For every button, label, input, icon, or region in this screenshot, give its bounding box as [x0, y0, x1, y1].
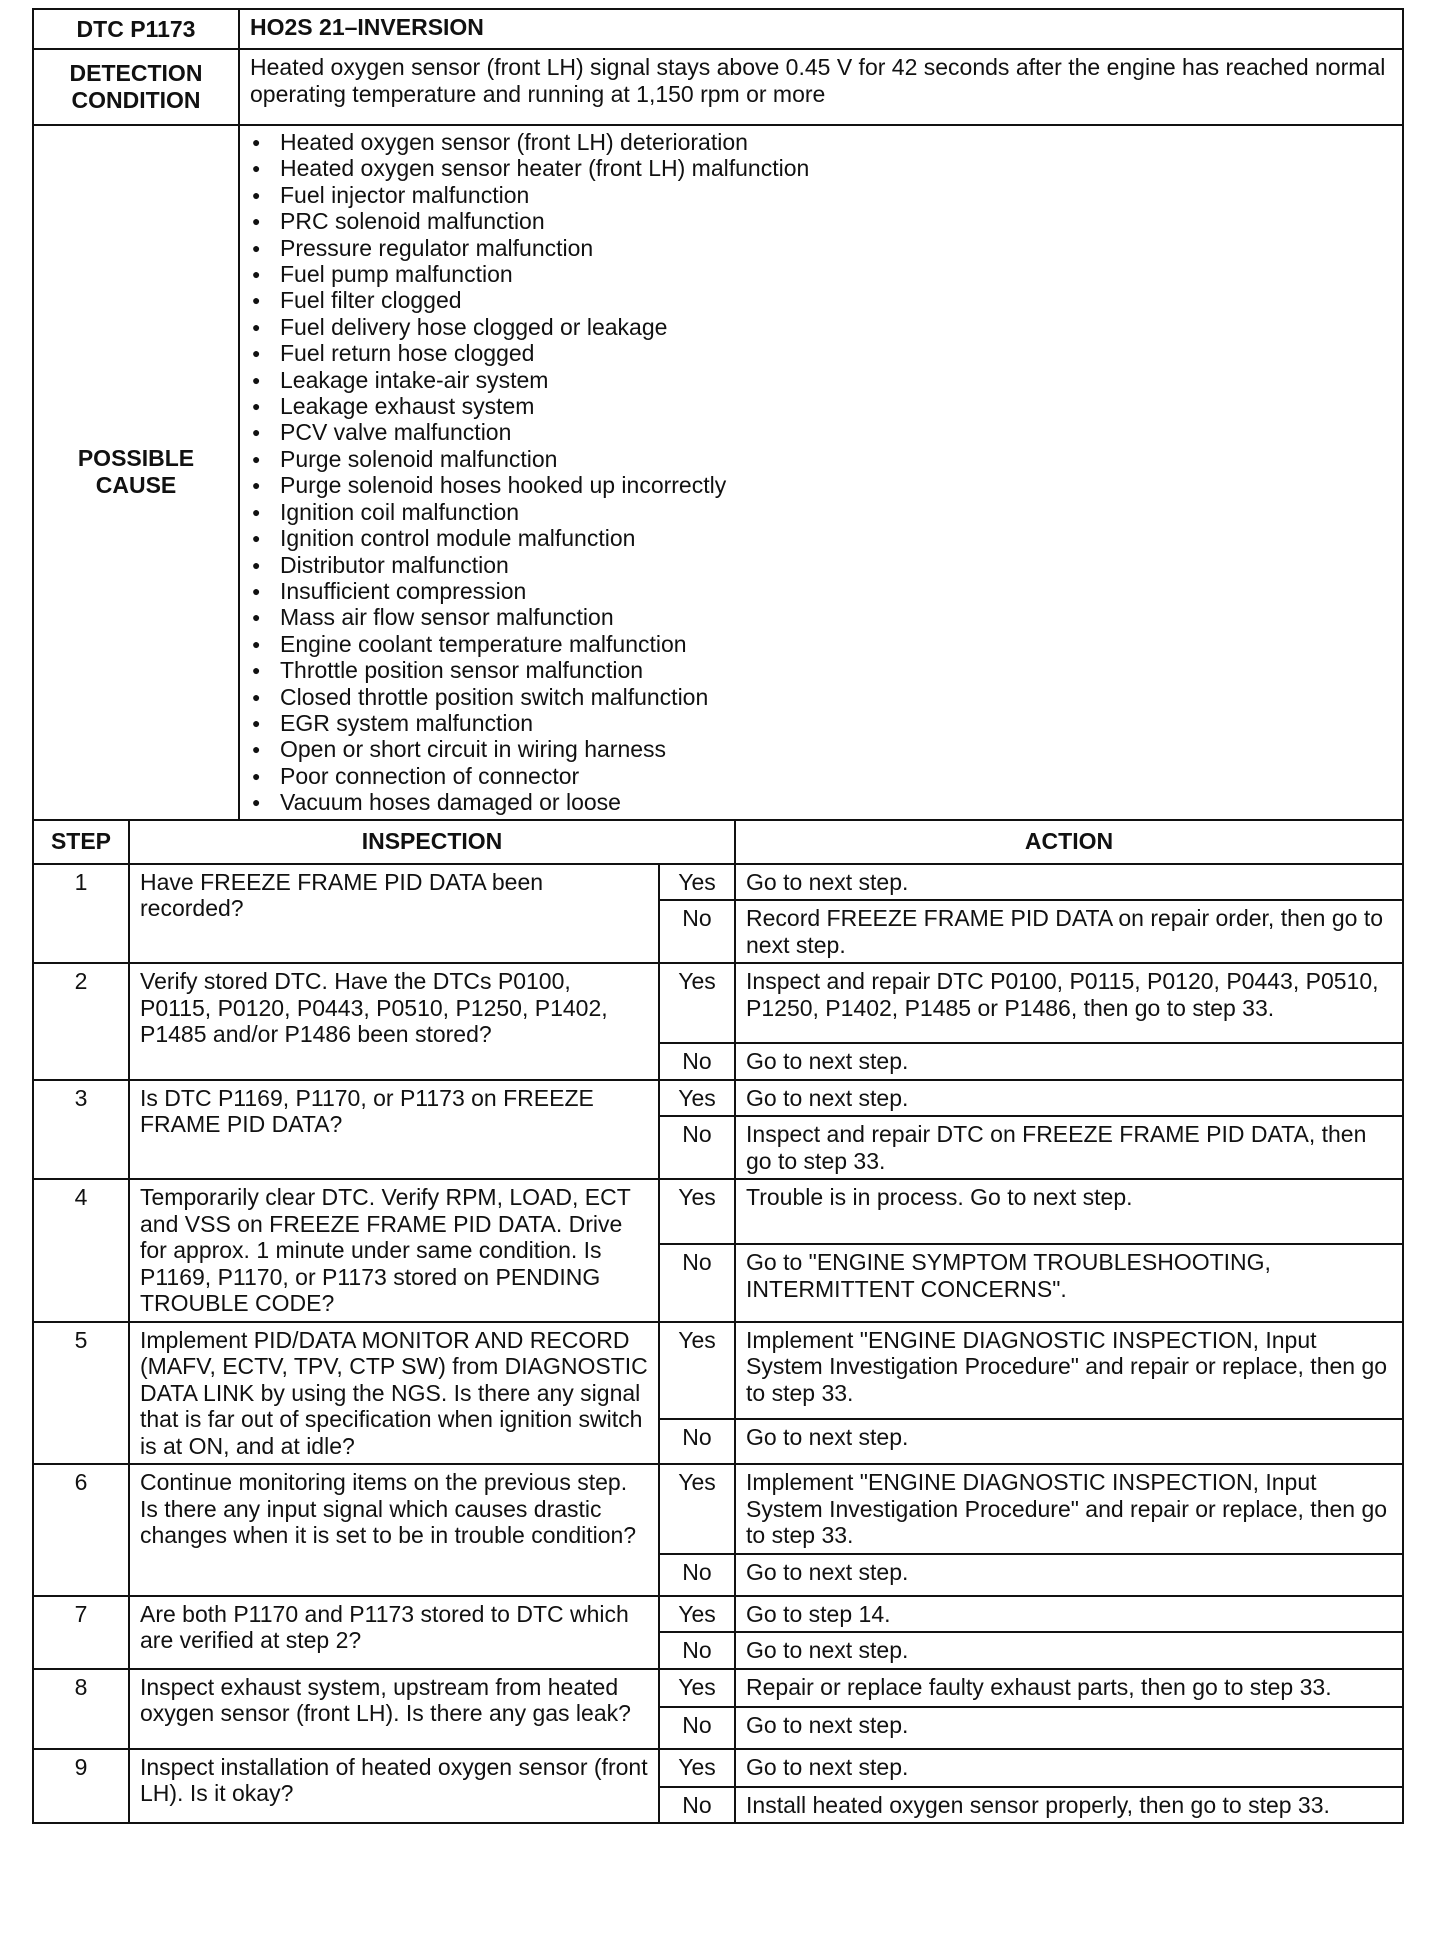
yes-action: Implement "ENGINE DIAGNOSTIC INSPECTION, Input System Investigation Procedure" and repair or replace, then go to step 33. — [735, 1464, 1403, 1554]
cause-item: ● Heated oxygen sensor (front LH) deterioration — [250, 129, 1392, 155]
yes-label: Yes — [659, 1080, 735, 1117]
step-inspection: Inspect exhaust system, upstream from heated oxygen sensor (front LH). Is there any gas leak? — [129, 1669, 659, 1749]
cause-item: ● Fuel return hose clogged — [250, 340, 1392, 366]
cause-item: ● Open or short circuit in wiring harness — [250, 736, 1392, 762]
step-row-yes — [33, 1596, 1403, 1633]
yes-action: Implement "ENGINE DIAGNOSTIC INSPECTION, Input System Investigation Procedure" and repair or replace, then go to step 33. — [735, 1322, 1403, 1419]
step-inspection: Are both P1170 and P1173 stored to DTC which are verified at step 2? — [129, 1596, 659, 1669]
no-label: No — [659, 1419, 735, 1465]
cause-item: ● Closed throttle position switch malfunction — [250, 684, 1392, 710]
cause-item: ● Pressure regulator malfunction — [250, 235, 1392, 261]
no-action: Record FREEZE FRAME PID DATA on repair order, then go to next step. — [735, 900, 1403, 963]
no-action: Go to next step. — [735, 1043, 1403, 1080]
cause-item: ● Distributor malfunction — [250, 552, 1392, 578]
no-label: No — [659, 1707, 735, 1749]
step-column-header: STEP — [33, 820, 129, 864]
cause-item: ● Ignition control module malfunction — [250, 525, 1392, 551]
yes-label: Yes — [659, 1179, 735, 1244]
yes-label: Yes — [659, 1464, 735, 1554]
no-action: Go to "ENGINE SYMPTOM TROUBLESHOOTING, INTERMITTENT CONCERNS". — [735, 1244, 1403, 1322]
yes-action: Inspect and repair DTC P0100, P0115, P0120, P0443, P0510, P1250, P1402, P1485 or P1486, then go to step 33. — [735, 963, 1403, 1043]
cause-item: ● Insufficient compression — [250, 578, 1392, 604]
cause-item: ● Poor connection of connector — [250, 763, 1392, 789]
cause-item: ● Purge solenoid hoses hooked up incorrectly — [250, 472, 1392, 498]
step-row-yes — [33, 1669, 1403, 1707]
yes-label: Yes — [659, 1596, 735, 1633]
step-number: 8 — [33, 1669, 129, 1749]
possible-cause-label: POSSIBLE CAUSE — [33, 125, 239, 820]
step-inspection: Implement PID/DATA MONITOR AND RECORD (MAFV, ECTV, TPV, CTP SW) from DIAGNOSTIC DATA LINK by using the NGS. Is there any signal that is far out of specification when ignition switch is at ON, and at idle? — [129, 1322, 659, 1465]
step-number: 5 — [33, 1322, 129, 1465]
yes-action: Repair or replace faulty exhaust parts, then go to step 33. — [735, 1669, 1403, 1707]
inspection-table — [32, 819, 1404, 1825]
cause-item: ● Fuel injector malfunction — [250, 182, 1392, 208]
cause-item: ● PCV valve malfunction — [250, 419, 1392, 445]
cause-item: ● Mass air flow sensor malfunction — [250, 604, 1392, 630]
cause-item: ● PRC solenoid malfunction — [250, 208, 1392, 234]
no-action: Go to next step. — [735, 1554, 1403, 1596]
possible-cause-list — [240, 126, 1402, 819]
yes-action: Trouble is in process. Go to next step. — [735, 1179, 1403, 1244]
cause-item: ● Leakage intake-air system — [250, 367, 1392, 393]
yes-label: Yes — [659, 1669, 735, 1707]
cause-item: ● Fuel pump malfunction — [250, 261, 1392, 287]
yes-label: Yes — [659, 963, 735, 1043]
step-inspection: Inspect installation of heated oxygen sensor (front LH). Is it okay? — [129, 1749, 659, 1824]
no-label: No — [659, 1787, 735, 1824]
step-number: 2 — [33, 963, 129, 1080]
no-label: No — [659, 1116, 735, 1179]
no-action: Go to next step. — [735, 1419, 1403, 1465]
cause-item: ● Leakage exhaust system — [250, 393, 1392, 419]
dtc-title: HO2S 21–INVERSION — [239, 9, 1403, 49]
detection-condition-text: Heated oxygen sensor (front LH) signal stays above 0.45 V for 42 seconds after the engine has reached normal operating temperature and running at 1,150 rpm or more — [239, 49, 1403, 125]
step-inspection: Have FREEZE FRAME PID DATA been recorded? — [129, 864, 659, 964]
dtc-header-table — [32, 8, 1404, 821]
cause-item: ● Fuel delivery hose clogged or leakage — [250, 314, 1392, 340]
cause-item: ● Vacuum hoses damaged or loose — [250, 789, 1392, 815]
no-label: No — [659, 1043, 735, 1080]
step-row-yes — [33, 1080, 1403, 1117]
step-number: 9 — [33, 1749, 129, 1824]
dtc-document — [32, 8, 1404, 1824]
yes-action: Go to next step. — [735, 1080, 1403, 1117]
yes-label: Yes — [659, 1322, 735, 1419]
step-row-yes — [33, 1749, 1403, 1787]
step-row-yes — [33, 1464, 1403, 1554]
no-label: No — [659, 1244, 735, 1322]
no-action: Inspect and repair DTC on FREEZE FRAME PID DATA, then go to step 33. — [735, 1116, 1403, 1179]
action-column-header: ACTION — [735, 820, 1403, 864]
step-number: 1 — [33, 864, 129, 964]
no-action: Go to next step. — [735, 1707, 1403, 1749]
no-action: Install heated oxygen sensor properly, then go to step 33. — [735, 1787, 1403, 1824]
step-inspection: Continue monitoring items on the previous step. Is there any input signal which causes drastic changes when it is set to be in trouble condition? — [129, 1464, 659, 1596]
detection-condition-label: DETECTION CONDITION — [33, 49, 239, 125]
step-number: 3 — [33, 1080, 129, 1180]
step-number: 6 — [33, 1464, 129, 1596]
cause-item: ● Ignition coil malfunction — [250, 499, 1392, 525]
no-label: No — [659, 900, 735, 963]
no-action: Go to next step. — [735, 1632, 1403, 1669]
step-inspection: Is DTC P1169, P1170, or P1173 on FREEZE FRAME PID DATA? — [129, 1080, 659, 1180]
step-row-yes — [33, 864, 1403, 901]
step-number: 7 — [33, 1596, 129, 1669]
yes-label: Yes — [659, 1749, 735, 1787]
yes-action: Go to next step. — [735, 1749, 1403, 1787]
yes-label: Yes — [659, 864, 735, 901]
dtc-code: DTC P1173 — [33, 9, 239, 49]
yes-action: Go to next step. — [735, 864, 1403, 901]
inspection-steps — [33, 864, 1403, 1824]
step-row-yes — [33, 963, 1403, 1043]
step-inspection: Temporarily clear DTC. Verify RPM, LOAD, ECT and VSS on FREEZE FRAME PID DATA. Drive for approx. 1 minute under same condition. Is P1169, P1170, or P1173 stored on PENDING TROUBLE CODE? — [129, 1179, 659, 1322]
cause-item: ● EGR system malfunction — [250, 710, 1392, 736]
no-label: No — [659, 1554, 735, 1596]
yes-action: Go to step 14. — [735, 1596, 1403, 1633]
cause-item: ● Throttle position sensor malfunction — [250, 657, 1392, 683]
cause-item: ● Fuel filter clogged — [250, 287, 1392, 313]
cause-item: ● Heated oxygen sensor heater (front LH) malfunction — [250, 155, 1392, 181]
no-label: No — [659, 1632, 735, 1669]
step-row-yes — [33, 1179, 1403, 1244]
step-number: 4 — [33, 1179, 129, 1322]
inspection-column-header: INSPECTION — [129, 820, 735, 864]
cause-item: ● Purge solenoid malfunction — [250, 446, 1392, 472]
step-row-yes — [33, 1322, 1403, 1419]
cause-item: ● Engine coolant temperature malfunction — [250, 631, 1392, 657]
step-inspection: Verify stored DTC. Have the DTCs P0100, P0115, P0120, P0443, P0510, P1250, P1402, P1485 and/or P1486 been stored? — [129, 963, 659, 1080]
